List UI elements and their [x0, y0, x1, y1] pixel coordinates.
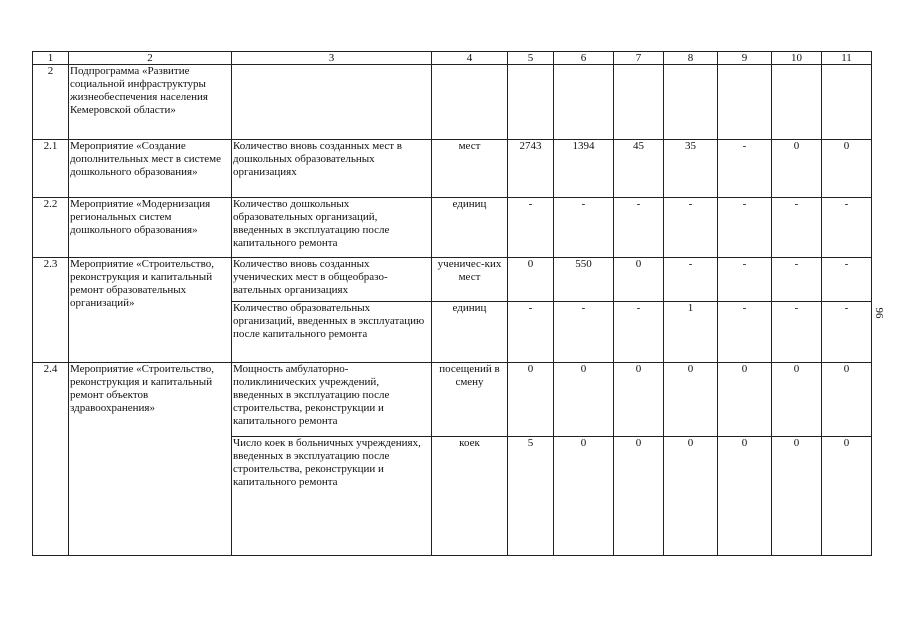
value-cell: 0 [664, 363, 718, 437]
col-header: 6 [554, 52, 614, 65]
col-header: 9 [718, 52, 772, 65]
col-header: 4 [432, 52, 508, 65]
header-row [33, 52, 872, 65]
col-header: 5 [508, 52, 554, 65]
value-cell: - [554, 302, 614, 363]
value-cell: 0 [772, 437, 822, 556]
value-cell: - [718, 302, 772, 363]
value-cell: - [508, 302, 554, 363]
row-number: 2.3 [33, 258, 69, 363]
value-cell: 0 [554, 363, 614, 437]
value-cell: - [822, 302, 872, 363]
unit: ученичес-ких мест [432, 258, 508, 302]
value-cell: 45 [614, 140, 664, 198]
col-header: 7 [614, 52, 664, 65]
table-row [33, 258, 872, 302]
row-number: 2.1 [33, 140, 69, 198]
unit: единиц [432, 198, 508, 258]
unit: мест [432, 140, 508, 198]
measure-name: Мероприятие «Модернизация региональных систем дошкольного образования» [69, 198, 232, 258]
measure-name: Подпрограмма «Развитие социальной инфраструктуры жизнеобеспечения населения Кемеровской области» [69, 65, 232, 140]
value-cell: 35 [664, 140, 718, 198]
value-cell: - [772, 198, 822, 258]
indicator-name: Количество вновь созданных ученических мест в общеобразо-вательных организациях [232, 258, 432, 302]
unit: единиц [432, 302, 508, 363]
table-row [33, 65, 872, 140]
unit: коек [432, 437, 508, 556]
value-cell: - [508, 198, 554, 258]
value-cell: 550 [554, 258, 614, 302]
value-cell: 0 [664, 437, 718, 556]
value-cell: 1394 [554, 140, 614, 198]
table-row [33, 363, 872, 437]
value-cell: - [718, 140, 772, 198]
indicators-table [32, 51, 872, 556]
value-cell: 0 [614, 363, 664, 437]
value-cell: - [718, 258, 772, 302]
indicator-name: Число коек в больничных учреждениях, введенных в эксплуатацию после строительства, реконструкции и капитального ремонта [232, 437, 432, 556]
value-cell: 5 [508, 437, 554, 556]
row-number: 2.4 [33, 363, 69, 556]
value-cell: 2743 [508, 140, 554, 198]
value-cell: - [614, 302, 664, 363]
unit: посещений в смену [432, 363, 508, 437]
indicator-name: Количество вновь созданных мест в дошкольных образовательных организациях [232, 140, 432, 198]
indicator-name: Количество дошкольных образовательных организаций, введенных в эксплуатацию после капитального ремонта [232, 198, 432, 258]
table-row [33, 198, 872, 258]
value-cell: - [822, 198, 872, 258]
value-cell: 0 [508, 363, 554, 437]
value-cell: - [772, 302, 822, 363]
value-cell: 0 [772, 363, 822, 437]
page-number: 96 [873, 307, 885, 319]
col-header: 3 [232, 52, 432, 65]
col-header: 2 [69, 52, 232, 65]
value-cell: - [554, 198, 614, 258]
measure-name: Мероприятие «Создание дополнительных мест в системе дошкольного образования» [69, 140, 232, 198]
row-number: 2.2 [33, 198, 69, 258]
value-cell: 0 [718, 437, 772, 556]
row-number: 2 [33, 65, 69, 140]
col-header: 10 [772, 52, 822, 65]
value-cell: 0 [822, 140, 872, 198]
value-cell: - [614, 198, 664, 258]
value-cell: 0 [822, 363, 872, 437]
col-header: 1 [33, 52, 69, 65]
value-cell: - [664, 258, 718, 302]
value-cell: - [822, 258, 872, 302]
col-header: 8 [664, 52, 718, 65]
indicator-name: Количество образовательных организаций, введенных в эксплуатацию после капитального ремонта [232, 302, 432, 363]
value-cell: - [664, 198, 718, 258]
value-cell: 0 [772, 140, 822, 198]
value-cell: 0 [554, 437, 614, 556]
value-cell: 0 [508, 258, 554, 302]
value-cell: 0 [718, 363, 772, 437]
table-row [33, 140, 872, 198]
indicator-name: Мощность амбулаторно-поликлинических учреждений, введенных в эксплуатацию после строительства, реконструкции и капитального ремонта [232, 363, 432, 437]
measure-name: Мероприятие «Строительство, реконструкция и капитальный ремонт образовательных организаций» [69, 258, 232, 363]
value-cell: 0 [614, 437, 664, 556]
value-cell: - [718, 198, 772, 258]
value-cell: 0 [614, 258, 664, 302]
col-header: 11 [822, 52, 872, 65]
value-cell: - [772, 258, 822, 302]
measure-name: Мероприятие «Строительство, реконструкция и капитальный ремонт объектов здравоохранения» [69, 363, 232, 556]
value-cell: 0 [822, 437, 872, 556]
value-cell: 1 [664, 302, 718, 363]
